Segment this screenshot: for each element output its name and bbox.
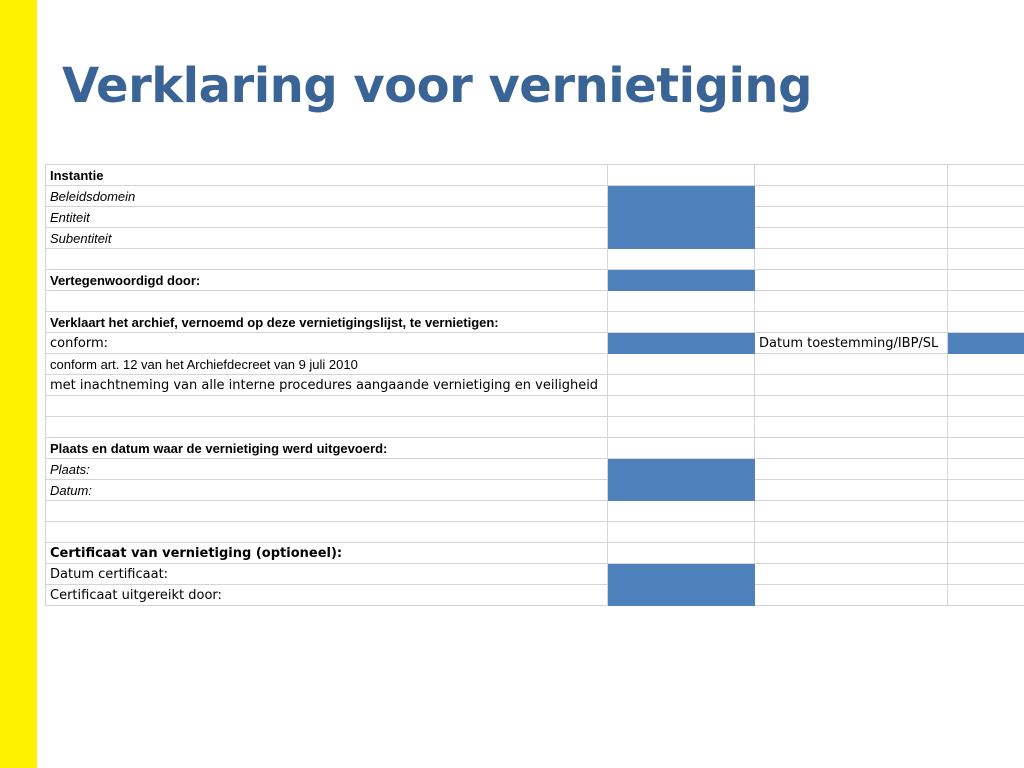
extra-cell [948, 312, 1024, 333]
input-cell-certificaat-uitgereikt[interactable] [608, 585, 755, 606]
table-row [46, 459, 1024, 480]
extra-cell [948, 522, 1024, 543]
extra-cell [755, 480, 948, 501]
value-cell[interactable] [608, 522, 755, 543]
label-cell [46, 396, 608, 417]
extra-cell [948, 438, 1024, 459]
label-cell [46, 249, 608, 270]
label-cell: conform: [46, 333, 608, 354]
table-row [46, 249, 1024, 270]
input-cell-datum[interactable] [608, 480, 755, 501]
label-cell: Datum certificaat: [46, 564, 608, 585]
slide-title: Verklaring voor vernietiging [62, 58, 812, 114]
extra-cell [948, 417, 1024, 438]
extra-cell [948, 459, 1024, 480]
extra-cell [948, 375, 1024, 396]
table-row [46, 522, 1024, 543]
extra-cell [755, 585, 948, 606]
table-row [46, 186, 1024, 207]
table-row [46, 438, 1024, 459]
extra-cell [948, 543, 1024, 564]
yellow-accent-bar [0, 0, 37, 768]
extra-cell [948, 270, 1024, 291]
label-cell [46, 291, 608, 312]
table-row [46, 501, 1024, 522]
label-cell [46, 417, 608, 438]
table-row [46, 270, 1024, 291]
input-cell-subentiteit[interactable] [608, 228, 755, 249]
input-cell-datum-certificaat[interactable] [608, 564, 755, 585]
label-cell: conform art. 12 van het Archiefdecreet van 9 juli 2010 [46, 354, 608, 375]
extra-cell [755, 396, 948, 417]
table-row [46, 585, 1024, 606]
value-cell[interactable] [608, 438, 755, 459]
extra-cell [948, 186, 1024, 207]
label-cell: Certificaat uitgereikt door: [46, 585, 608, 606]
extra-cell [948, 585, 1024, 606]
input-cell-beleidsdomein[interactable] [608, 186, 755, 207]
label-cell [46, 501, 608, 522]
value-cell[interactable] [608, 417, 755, 438]
label-cell: Vertegenwoordigd door: [46, 270, 608, 291]
extra-cell [755, 228, 948, 249]
value-cell[interactable] [608, 543, 755, 564]
extra-cell [755, 501, 948, 522]
extra-cell [755, 354, 948, 375]
label-cell: Verklaart het archief, vernoemd op deze vernietigingslijst, te vernietigen: [46, 312, 608, 333]
declaration-table [45, 164, 1024, 606]
extra-cell [948, 501, 1024, 522]
extra-cell [755, 165, 948, 186]
value-cell[interactable] [608, 354, 755, 375]
extra-cell [755, 543, 948, 564]
extra-cell [755, 291, 948, 312]
table-row [46, 228, 1024, 249]
value-cell[interactable] [608, 312, 755, 333]
input-cell-conform[interactable] [608, 333, 755, 354]
input-cell-plaats[interactable] [608, 459, 755, 480]
table-row [46, 207, 1024, 228]
input-cell-vertegenwoordigd[interactable] [608, 270, 755, 291]
label-cell: Beleidsdomein [46, 186, 608, 207]
extra-cell [755, 249, 948, 270]
table-row [46, 312, 1024, 333]
table-row [46, 480, 1024, 501]
input-cell-datum-toestemming[interactable] [948, 333, 1024, 354]
extra-cell [948, 207, 1024, 228]
extra-cell [948, 291, 1024, 312]
value-cell[interactable] [608, 501, 755, 522]
label-cell: Datum: [46, 480, 608, 501]
extra-cell [948, 354, 1024, 375]
datum-toestemming-label: Datum toestemming/IBP/SL [755, 333, 948, 354]
extra-cell [948, 165, 1024, 186]
extra-cell [755, 312, 948, 333]
label-cell: met inachtneming van alle interne procedures aangaande vernietiging en veiligheid [46, 375, 608, 396]
extra-cell [755, 375, 948, 396]
table-row [46, 543, 1024, 564]
extra-cell [948, 396, 1024, 417]
label-cell: Entiteit [46, 207, 608, 228]
label-cell: Plaats: [46, 459, 608, 480]
table-row [46, 375, 1024, 396]
extra-cell [755, 270, 948, 291]
table-row [46, 291, 1024, 312]
extra-cell [948, 228, 1024, 249]
extra-cell [948, 564, 1024, 585]
label-cell: Plaats en datum waar de vernietiging werd uitgevoerd: [46, 438, 608, 459]
extra-cell [755, 417, 948, 438]
label-cell: Subentiteit [46, 228, 608, 249]
extra-cell [948, 480, 1024, 501]
table-row [46, 333, 1024, 354]
table-row [46, 165, 1024, 186]
table-row [46, 396, 1024, 417]
value-cell[interactable] [608, 291, 755, 312]
extra-cell [755, 438, 948, 459]
label-cell: Instantie [46, 165, 608, 186]
label-cell [46, 522, 608, 543]
table-row [46, 564, 1024, 585]
value-cell[interactable] [608, 375, 755, 396]
table-row [46, 354, 1024, 375]
extra-cell [948, 249, 1024, 270]
label-cell: Certificaat van vernietiging (optioneel): [46, 543, 608, 564]
input-cell-entiteit[interactable] [608, 207, 755, 228]
extra-cell [755, 522, 948, 543]
extra-cell [755, 459, 948, 480]
extra-cell [755, 207, 948, 228]
extra-cell [755, 186, 948, 207]
value-cell[interactable] [608, 165, 755, 186]
table-row [46, 417, 1024, 438]
extra-cell [755, 564, 948, 585]
value-cell[interactable] [608, 249, 755, 270]
value-cell[interactable] [608, 396, 755, 417]
